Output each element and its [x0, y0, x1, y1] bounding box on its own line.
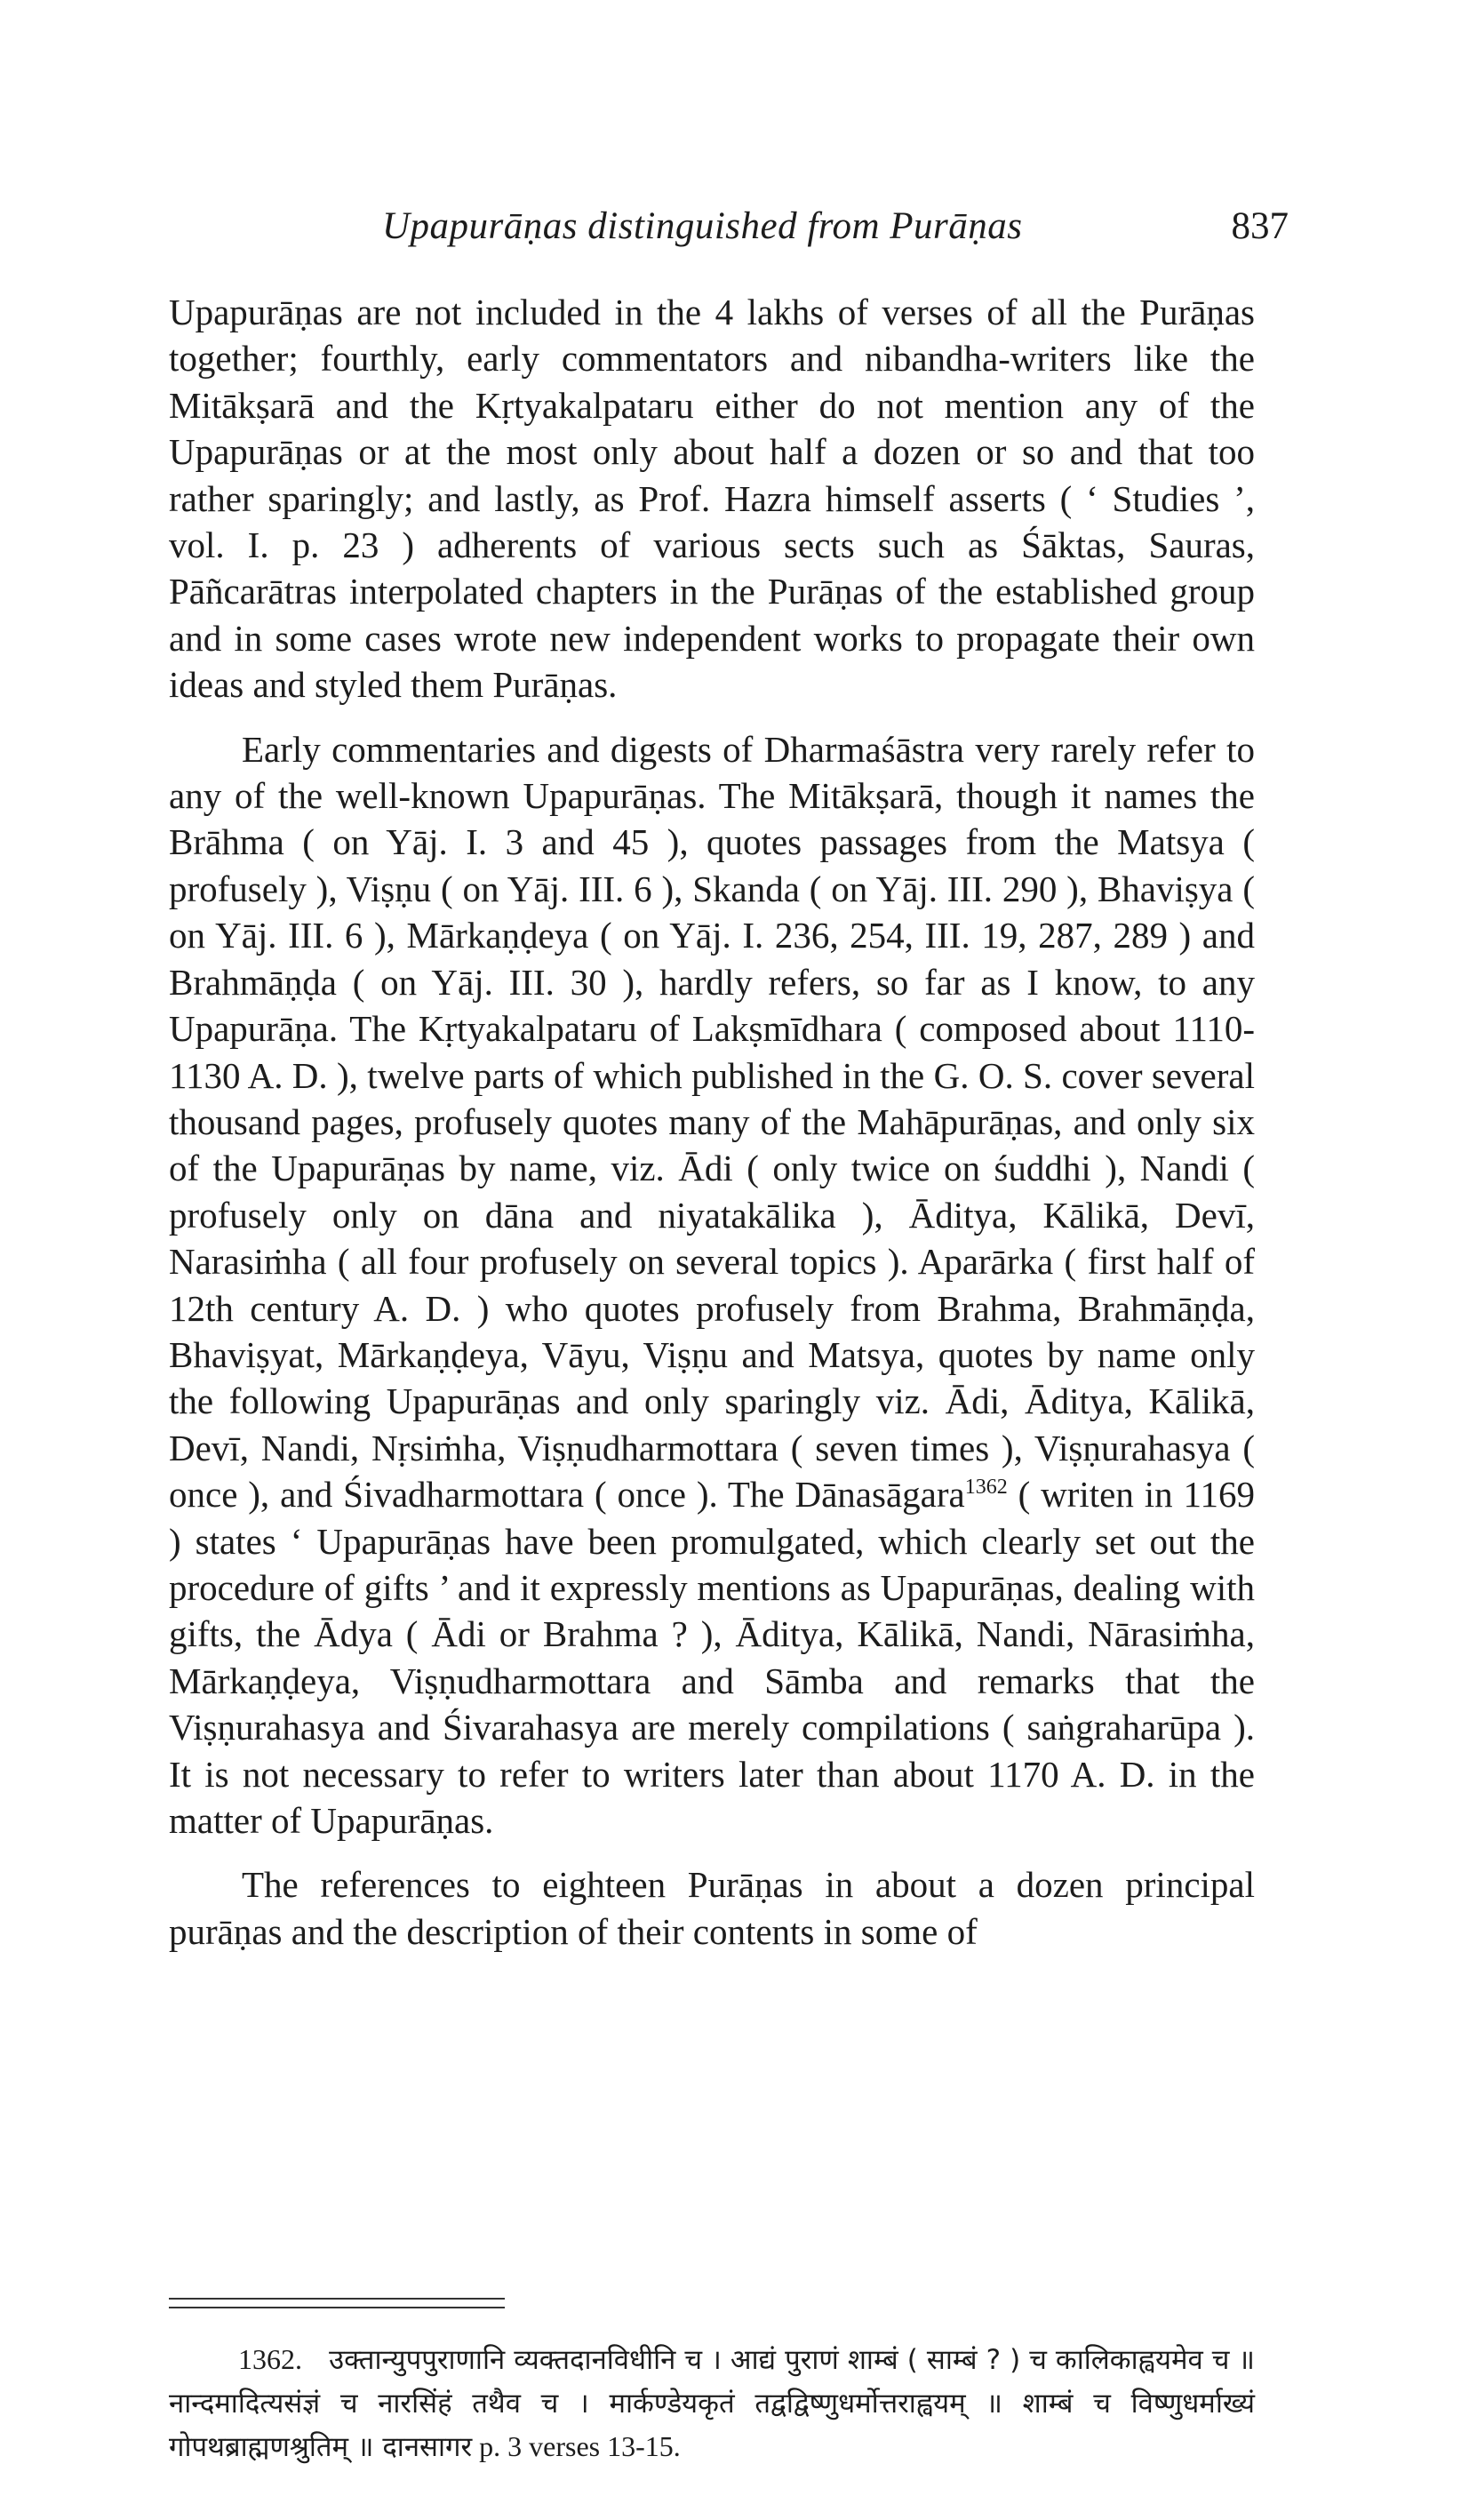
- paragraph-2-continuation: ( writen in 1169 ) states ‘ Upapurāṇas have been promulgated, which clearly set out the procedure of gifts ’ and it expressly mentions as Upapurāṇas, dealing with gifts, the Ādya ( Ādi or Brahma ? ), Āditya, Kālikā, Nandi, Nārasiṁha, Mārkaṇḍeya, Viṣṇudharmottara and Sāmba and remarks that the Viṣṇurahasya and Śivarahasya are merely compilations ( saṅgraharūpa ). It is not necessary to refer to writers later than about 1170 A. D. in the matter of Upapurāṇas.: [169, 1474, 1256, 1841]
- footnote-rule: [169, 2298, 505, 2300]
- body-text: [169, 289, 1255, 1955]
- paragraph-2-text: Early commentaries and digests of Dharmaśāstra very rarely refer to any of the well-known Upapurāṇas. The Mitākṣarā, though it names the Brāhma ( on Yāj. I. 3 and 45 ), quotes passages from the Matsya ( profusely ), Viṣṇu ( on Yāj. III. 6 ), Skanda ( on Yāj. III. 290 ), Bhaviṣya ( on Yāj. III. 6 ), Mārkaṇḍeya ( on Yāj. I. 236, 254, III. 19, 287, 289 ) and Brahmāṇḍa ( on Yāj. III. 30 ), hardly refers, so far as I know, to any Upapurāṇa. The Kṛtyakalpataru of Lakṣmīdhara ( composed about 1110-1130 A. D. ), twelve parts of which published in the G. O. S. cover several thousand pages, profusely quotes many of the Mahāpurāṇas, and only six of the Upapurāṇas by name, viz. Ādi ( only twice on śuddhi ), Nandi ( profusely only on dāna and niyatakālika ), Āditya, Kālikā, Devī, Narasiṁha ( all four profusely on several topics ). Aparārka ( first half of 12th century A. D. ) who quotes profusely from Brahma, Brahmāṇḍa, Bhaviṣyat, Mārkaṇḍeya, Vāyu, Viṣṇu and Matsya, quotes by name only the following Upapurāṇas and only sparingly viz. Ādi, Āditya, Kālikā, Devī, Nandi, Nṛsiṁha, Viṣṇudharmottara ( seven times ), Viṣṇurahasya ( once ), and Śivadharmottara ( once ). The Dānasāgara: [169, 728, 1255, 1516]
- running-head-title: Upapurāṇas distinguished from Purāṇas: [382, 205, 1023, 247]
- running-head: [169, 204, 1289, 267]
- footnote-number: 1362.: [238, 2343, 302, 2375]
- paragraph-2: [169, 726, 1255, 1844]
- footnote: [169, 2338, 1255, 2468]
- footnote-sanskrit-text: उक्तान्युपपुराणानि व्यक्तदानविधीनि च । आद्यं पुराणं शाम्बं ( साम्बं ? ) च कालिकाह्वयमेव च ॥ नान्दमादित्यसंज्ञं च नारसिंहं तथैव च । मार्कण्डेयकृतं तद्वद्विष्णुधर्मोत्तराह्वयम् ॥ शाम्बं च विष्णुधर्माख्यं गोपथब्राह्मणश्रुतिम् ॥ दानसागर: [169, 2344, 1256, 2463]
- footnote-reference[interactable]: 1362: [964, 1476, 1008, 1500]
- page-number: 837: [1231, 205, 1289, 247]
- footnote-citation: p. 3 verses 13-15.: [472, 2430, 681, 2462]
- paragraph-1: Upapurāṇas are not included in the 4 lakhs of verses of all the Purāṇas together; fourthly, early commentators and nibandha-writers like the Mitākṣarā and the Kṛtyakalpataru either do not mention any of the Upapurāṇas or at the most only about half a dozen or so and that too rather sparingly; and lastly, as Prof. Hazra himself asserts ( ‘ Studies ’, vol. I. p. 23 ) adherents of various sects such as Śāktas, Sauras, Pāñcarātras interpolated chapters in the Purāṇas of the established group and in some cases wrote new independent works to propagate their own ideas and styled them Purāṇas.: [169, 292, 1255, 706]
- paragraph-3: The references to eighteen Purāṇas in about a dozen principal purāṇas and the description of their contents in some of: [169, 1864, 1255, 1952]
- footnote-rule-second: [169, 2307, 505, 2308]
